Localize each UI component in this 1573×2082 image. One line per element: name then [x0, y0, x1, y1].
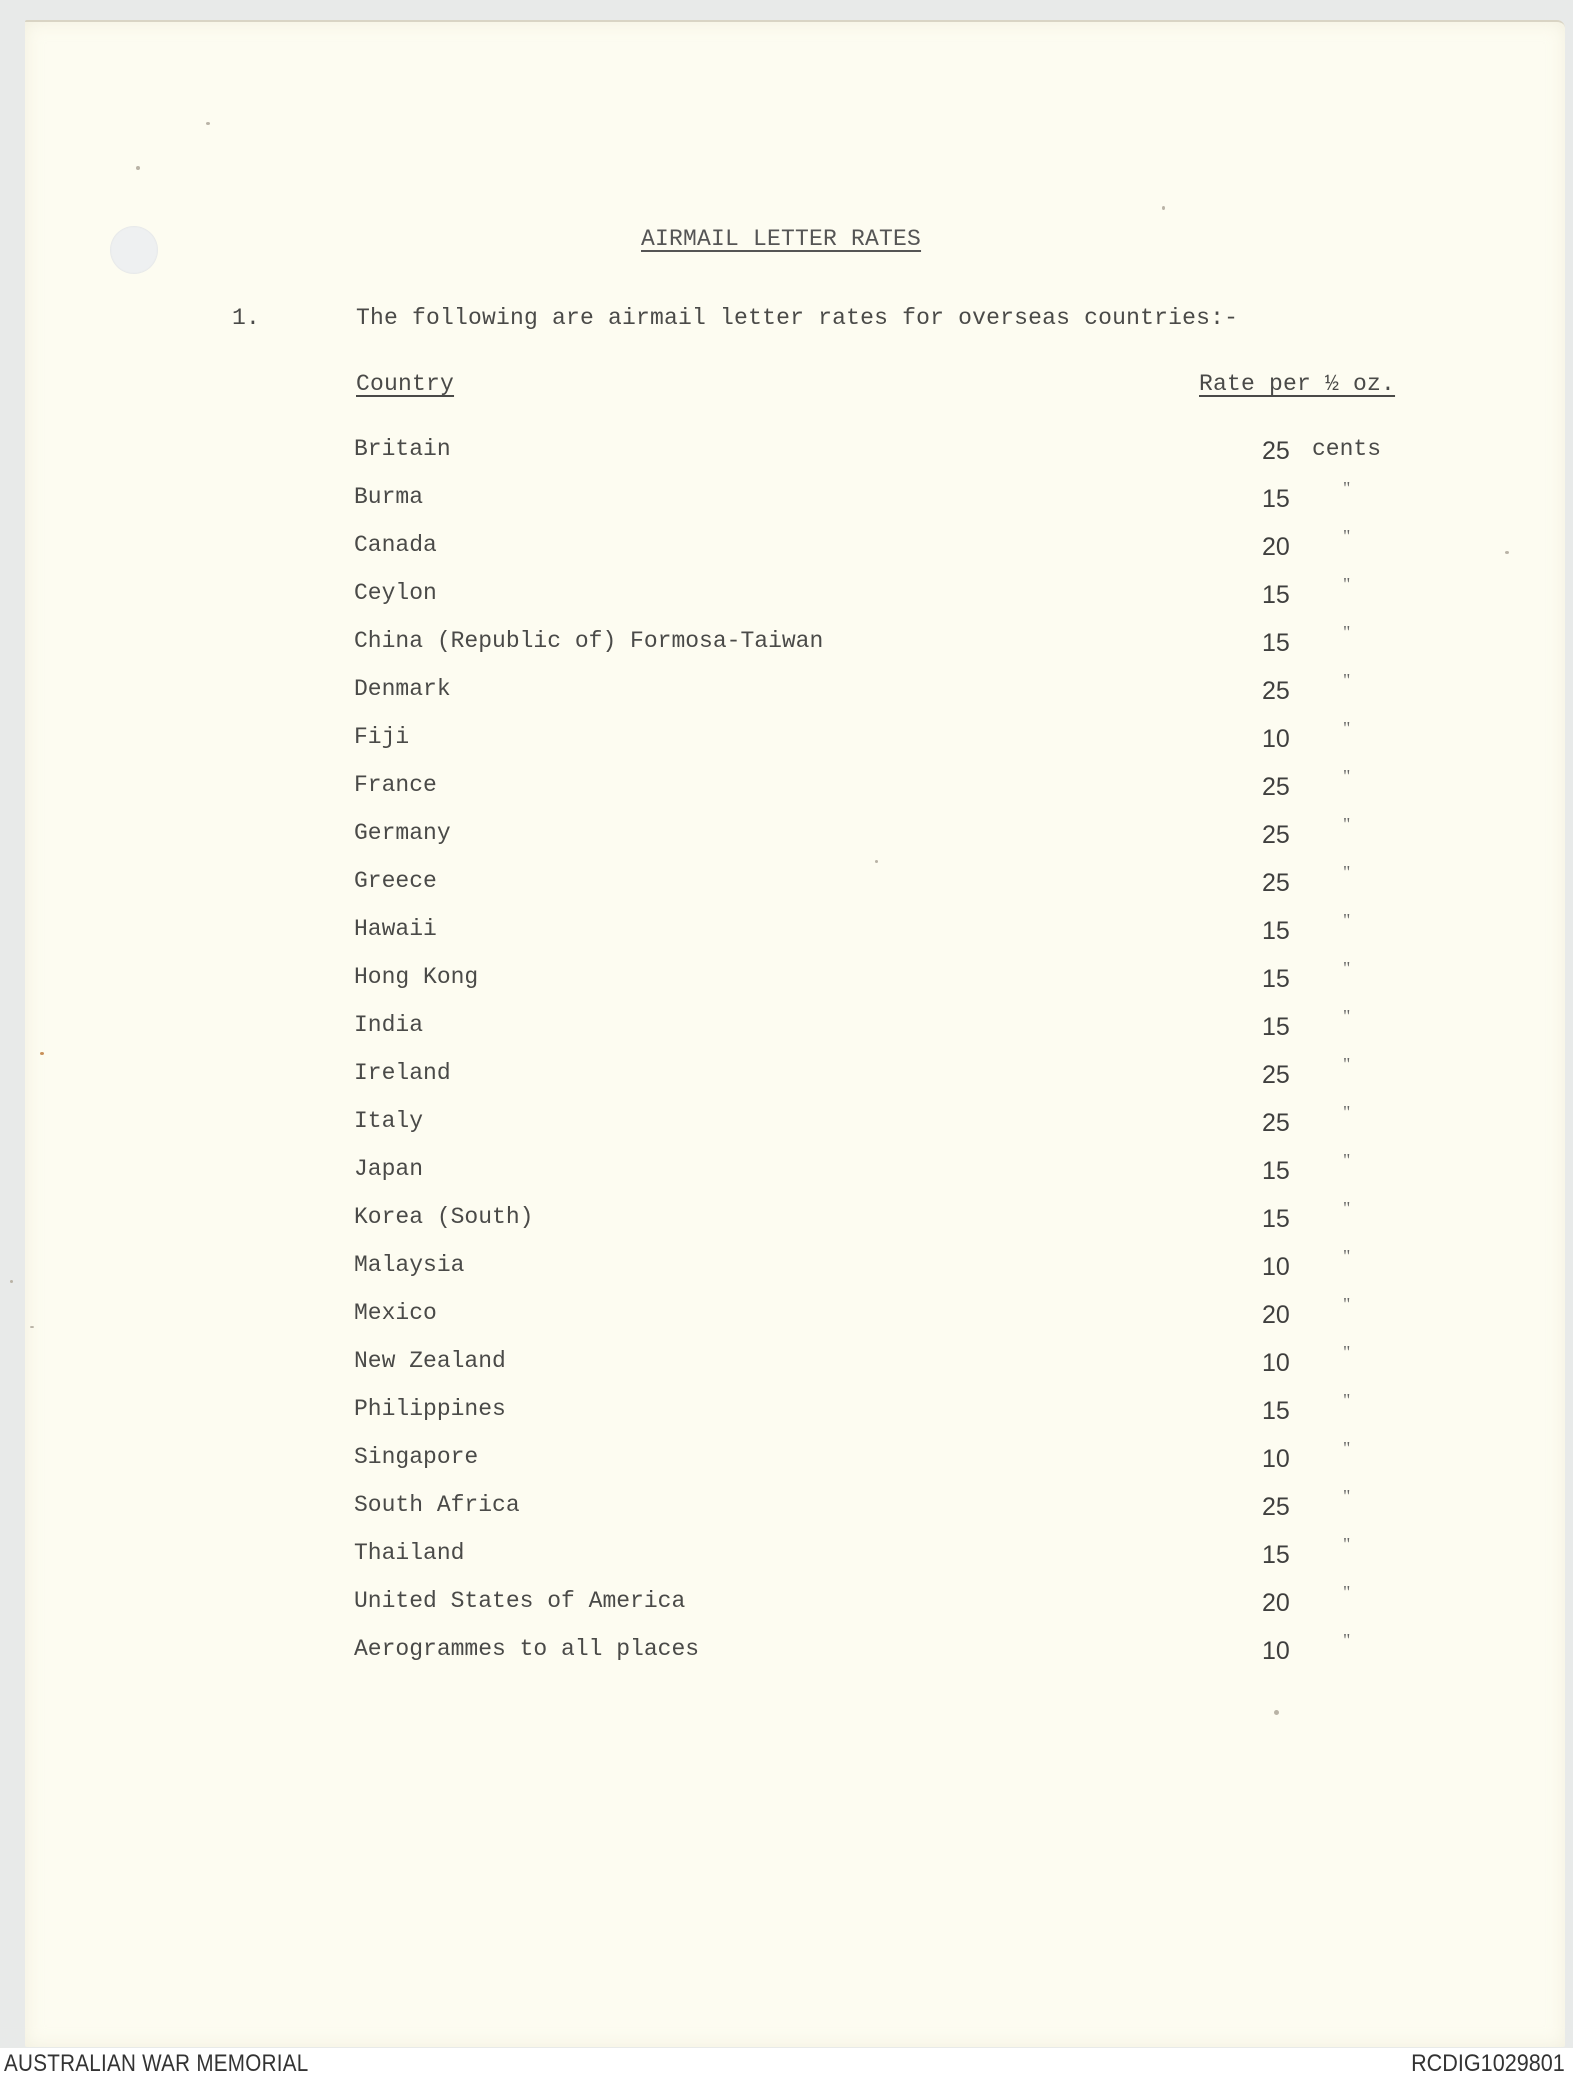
rate-value: 15 [1262, 1397, 1290, 1425]
table-row [0, 1438, 1573, 1484]
rate-value: 25 [1262, 821, 1290, 849]
ditto-mark: " [1343, 766, 1351, 786]
rate-value: 15 [1262, 1541, 1290, 1569]
table-row [0, 1630, 1573, 1676]
table-row [0, 526, 1573, 572]
rate-value: 15 [1262, 965, 1290, 993]
table-row [0, 1582, 1573, 1628]
ditto-mark: " [1343, 1630, 1351, 1650]
paper-speck [875, 860, 878, 863]
country-name: New Zealand [354, 1348, 506, 1374]
rate-value: 15 [1262, 485, 1290, 513]
table-row [0, 1198, 1573, 1244]
country-name: France [354, 772, 437, 798]
ditto-mark: " [1343, 958, 1351, 978]
table-row [0, 1390, 1573, 1436]
rate-value: 15 [1262, 917, 1290, 945]
rate-value: 15 [1262, 1013, 1290, 1041]
rate-value: 25 [1262, 869, 1290, 897]
ditto-mark: " [1343, 574, 1351, 594]
table-row [0, 766, 1573, 812]
rate-value: 15 [1262, 1157, 1290, 1185]
rate-value: 25 [1262, 1109, 1290, 1137]
item-number: 1. [232, 305, 261, 331]
ditto-mark: " [1343, 622, 1351, 642]
table-row [0, 814, 1573, 860]
ditto-mark: " [1343, 1054, 1351, 1074]
paper-speck [1274, 1710, 1279, 1715]
ditto-mark: " [1343, 1390, 1351, 1410]
ditto-mark: " [1343, 814, 1351, 834]
table-row [0, 1054, 1573, 1100]
paper-speck [206, 122, 210, 125]
table-row [0, 1246, 1573, 1292]
table-row [0, 436, 1573, 476]
country-name: Philippines [354, 1396, 506, 1422]
table-row [0, 1342, 1573, 1388]
table-row [0, 1294, 1573, 1340]
country-name: Ireland [354, 1060, 451, 1086]
table-row [0, 574, 1573, 620]
country-name: South Africa [354, 1492, 520, 1518]
rate-value: 15 [1262, 1205, 1290, 1233]
paper-speck [1162, 206, 1165, 210]
rate-value: 25 [1262, 773, 1290, 801]
rate-value: 25 [1262, 1493, 1290, 1521]
footer-record-id: RCDIG1029801 [1411, 2050, 1565, 2077]
footer-institution: AUSTRALIAN WAR MEMORIAL [4, 2050, 309, 2077]
table-row [0, 670, 1573, 716]
rate-unit: cents [1312, 436, 1382, 462]
rate-value: 10 [1262, 1253, 1290, 1281]
ditto-mark: " [1343, 1246, 1351, 1266]
ditto-mark: " [1343, 1294, 1351, 1314]
country-name: Hong Kong [354, 964, 479, 990]
rate-value: 20 [1262, 1589, 1290, 1617]
rate-value: 15 [1262, 581, 1290, 609]
country-name: Ceylon [354, 580, 437, 606]
table-row [0, 958, 1573, 1004]
ditto-mark: " [1343, 910, 1351, 930]
rate-value: 10 [1262, 725, 1290, 753]
intro-text: The following are airmail letter rates for overseas countries:- [356, 305, 1239, 331]
country-name: Hawaii [354, 916, 437, 942]
country-name: Canada [354, 532, 437, 558]
country-name: Fiji [354, 724, 410, 750]
table-row [0, 862, 1573, 908]
ditto-mark: " [1343, 670, 1351, 690]
country-name: India [354, 1012, 424, 1038]
country-name: Britain [354, 436, 451, 462]
rate-value: 20 [1262, 533, 1290, 561]
country-name: Thailand [354, 1540, 465, 1566]
country-name: Mexico [354, 1300, 437, 1326]
rate-value: 25 [1262, 437, 1290, 465]
ditto-mark: " [1343, 1150, 1351, 1170]
country-name: Germany [354, 820, 451, 846]
rate-value: 10 [1262, 1445, 1290, 1473]
ditto-mark: " [1343, 1534, 1351, 1554]
country-name: Italy [354, 1108, 424, 1134]
rate-value: 20 [1262, 1301, 1290, 1329]
table-row [0, 718, 1573, 764]
ditto-mark: " [1343, 862, 1351, 882]
country-name: Korea (South) [354, 1204, 534, 1230]
rate-value: 25 [1262, 1061, 1290, 1089]
table-row [0, 478, 1573, 524]
table-row [0, 1102, 1573, 1148]
table-row [0, 622, 1573, 668]
table-row [0, 1150, 1573, 1196]
rate-value: 15 [1262, 629, 1290, 657]
table-row [0, 1534, 1573, 1580]
country-name: Singapore [354, 1444, 479, 1470]
country-name: China (Republic of) Formosa-Taiwan [354, 628, 824, 654]
column-header-rate: Rate per ½ oz. [1199, 371, 1396, 397]
document-title: AIRMAIL LETTER RATES [641, 226, 922, 252]
paper-speck [136, 166, 140, 170]
country-name: Burma [354, 484, 424, 510]
rate-value: 25 [1262, 677, 1290, 705]
country-name: Aerogrammes to all places [354, 1636, 700, 1662]
country-name: Malaysia [354, 1252, 465, 1278]
punch-hole [110, 226, 158, 274]
ditto-mark: " [1343, 478, 1351, 498]
table-row [0, 910, 1573, 956]
table-row [0, 1486, 1573, 1532]
paper-speck [40, 1052, 44, 1055]
ditto-mark: " [1343, 526, 1351, 546]
ditto-mark: " [1343, 1102, 1351, 1122]
ditto-mark: " [1343, 1198, 1351, 1218]
country-name: Denmark [354, 676, 451, 702]
ditto-mark: " [1343, 1582, 1351, 1602]
ditto-mark: " [1343, 1006, 1351, 1026]
column-header-country: Country [356, 371, 455, 397]
ditto-mark: " [1343, 718, 1351, 738]
ditto-mark: " [1343, 1342, 1351, 1362]
rate-value: 10 [1262, 1637, 1290, 1665]
rate-value: 10 [1262, 1349, 1290, 1377]
ditto-mark: " [1343, 1438, 1351, 1458]
country-name: United States of America [354, 1588, 686, 1614]
country-name: Japan [354, 1156, 424, 1182]
ditto-mark: " [1343, 1486, 1351, 1506]
table-row [0, 1006, 1573, 1052]
country-name: Greece [354, 868, 437, 894]
